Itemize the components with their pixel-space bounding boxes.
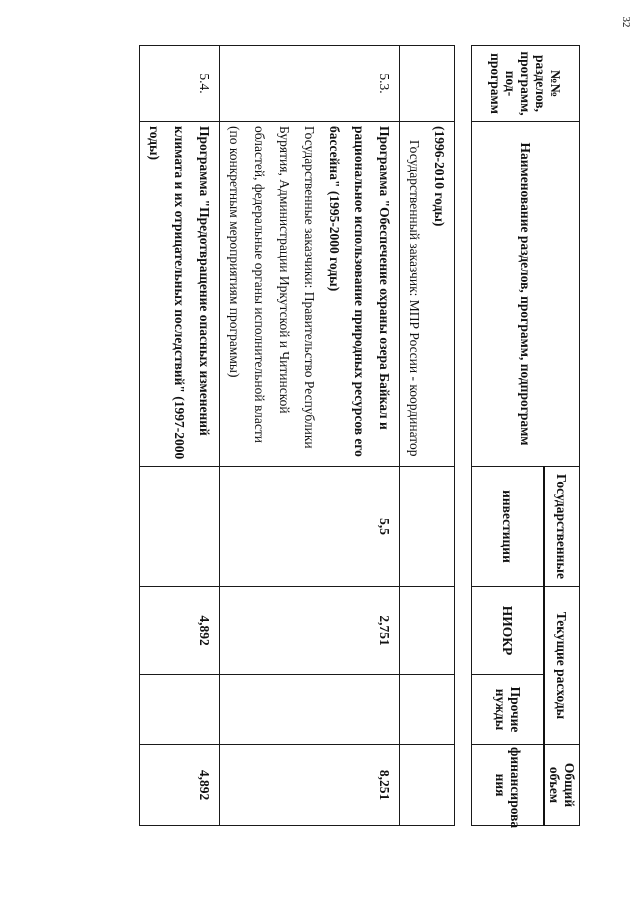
financing-table bbox=[140, 45, 581, 829]
row-invest bbox=[400, 467, 455, 587]
row-total: 8,251 bbox=[220, 745, 400, 826]
row-niokr: 4,892 bbox=[140, 587, 220, 675]
row-invest bbox=[140, 467, 220, 587]
header-total-sub: финансирова ния bbox=[472, 745, 544, 826]
row-niokr bbox=[400, 587, 455, 675]
row-other bbox=[220, 675, 400, 745]
row-name bbox=[400, 122, 455, 467]
row-num: 5.3. bbox=[220, 46, 400, 122]
row-total: 4,892 bbox=[140, 745, 220, 826]
header-other: Прочие нужды bbox=[472, 675, 544, 745]
page-number: 32 bbox=[620, 16, 632, 28]
row-title: (1996-2010 годы) bbox=[432, 126, 448, 227]
row-title: Программа "Обеспечение охраны озера Байкал и рациональное использование природных ресурсов его бассейна" (1995-2000 годы) bbox=[327, 126, 393, 457]
row-customer: Государственный заказчик: МПР России - координатор bbox=[407, 140, 423, 457]
row-total bbox=[400, 745, 455, 826]
table-row bbox=[400, 46, 455, 826]
table-row bbox=[140, 46, 220, 826]
financing-table-sheet bbox=[45, 45, 580, 829]
row-num: 5.4. bbox=[140, 46, 220, 122]
header-invest: Государственные bbox=[544, 467, 580, 587]
row-customer: Государственные заказчики: Правительство Республики Бурятия, Администрации Иркутской и Читинской областей, федеральные органы исполнительной власти (по конкретным мероприятиям программы) bbox=[227, 126, 318, 449]
header-total: Общий объем bbox=[544, 745, 580, 826]
header-invest-sub: инвестиции bbox=[472, 467, 544, 587]
header-current: Текущие расходы bbox=[544, 587, 580, 745]
row-invest: 5,5 bbox=[220, 467, 400, 587]
row-name bbox=[140, 122, 220, 467]
row-name bbox=[220, 122, 400, 467]
header-niokr: НИОКР bbox=[472, 587, 544, 675]
header-name: Наименование разделов, программ, подпрограмм bbox=[472, 122, 580, 467]
header-num: №№ разделов, программ, под- программ bbox=[472, 46, 580, 122]
row-num bbox=[400, 46, 455, 122]
row-other bbox=[400, 675, 455, 745]
row-niokr: 2,751 bbox=[220, 587, 400, 675]
row-title: Программа "Предотвращение опасных изменений климата и их отрицательных последствий" (1997-2000 годы) bbox=[147, 126, 213, 460]
row-other bbox=[140, 675, 220, 745]
table-row bbox=[220, 46, 400, 826]
